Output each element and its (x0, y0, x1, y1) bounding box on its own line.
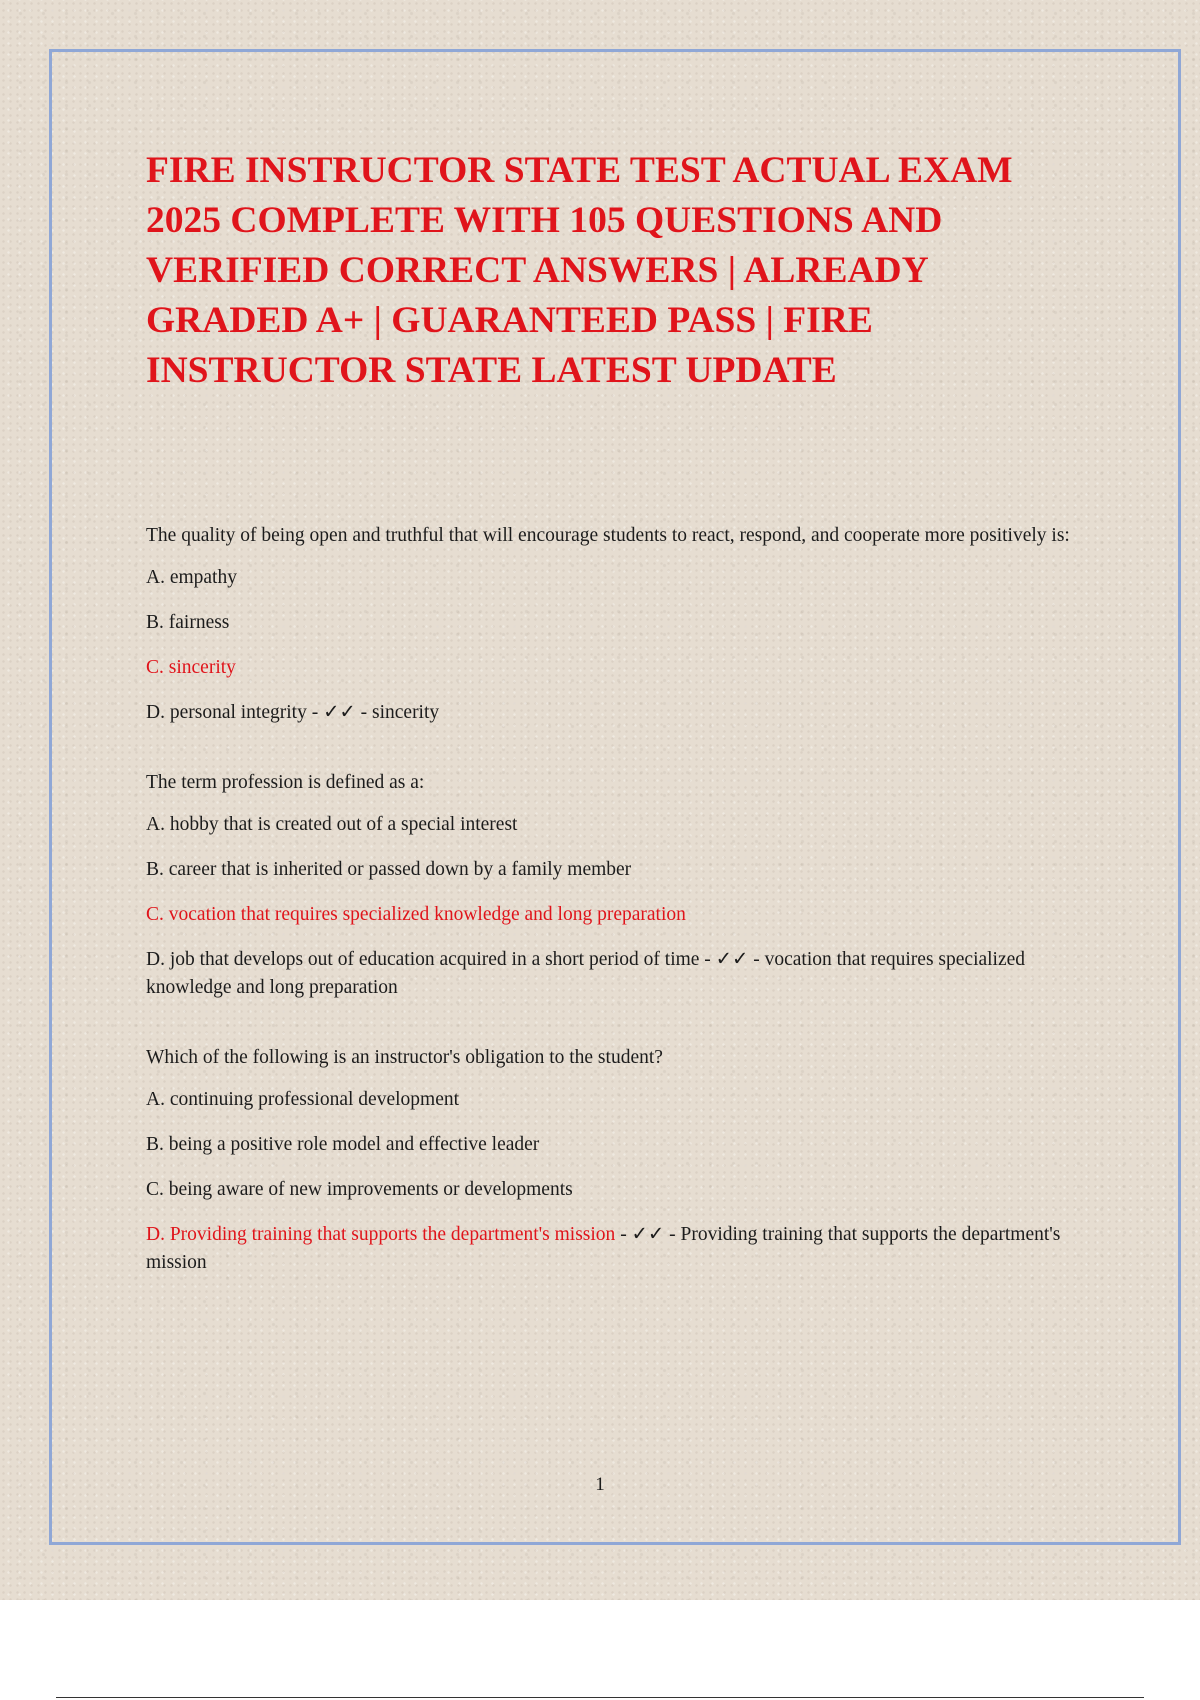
option-b: B. being a positive role model and effective leader (146, 1134, 540, 1155)
option-d-with-answer-key (146, 1221, 1086, 1277)
question-text: The term profession is defined as a: (146, 772, 425, 793)
option-a: A. continuing professional development (146, 1089, 460, 1110)
option-d-with-answer-key: D. personal integrity - ✓✓ - sincerity (146, 702, 440, 723)
option-a: A. empathy (146, 567, 237, 588)
answer-key-text: - ✓✓ - Providing training that supports the department's mission (146, 1224, 1061, 1273)
option-b: B. career that is inherited or passed down by a family member (146, 859, 632, 880)
option-b: B. fairness (146, 612, 230, 633)
question-list (146, 522, 1086, 1277)
question-block-1 (146, 522, 1086, 727)
question-block-3 (146, 1044, 1086, 1277)
option-a: A. hobby that is created out of a special interest (146, 814, 518, 835)
option-d-with-answer-key: D. job that develops out of education acquired in a short period of time - ✓✓ - vocation that requires specialized knowledge and long preparation (146, 949, 1026, 998)
footer-divider (56, 1697, 1144, 1698)
option-c-correct-answer: C. vocation that requires specialized knowledge and long preparation (146, 904, 686, 925)
option-d-correct-answer: D. Providing training that supports the department's mission (146, 1224, 616, 1245)
option-c-correct-answer: C. sincerity (146, 657, 236, 678)
question-block-2 (146, 769, 1086, 1002)
question-text: The quality of being open and truthful that will encourage students to react, respond, and cooperate more positively is: (146, 525, 1070, 546)
question-text: Which of the following is an instructor's obligation to the student? (146, 1047, 663, 1068)
page-number: 1 (595, 1474, 605, 1495)
document-title: FIRE INSTRUCTOR STATE TEST ACTUAL EXAM 2025 COMPLETE WITH 105 QUESTIONS AND VERIFIED CORRECT ANSWERS | ALREADY GRADED A+ | GUARANTEED PASS | FIRE INSTRUCTOR STATE LATEST UPDATE (146, 150, 1013, 391)
option-c: C. being aware of new improvements or developments (146, 1179, 573, 1200)
